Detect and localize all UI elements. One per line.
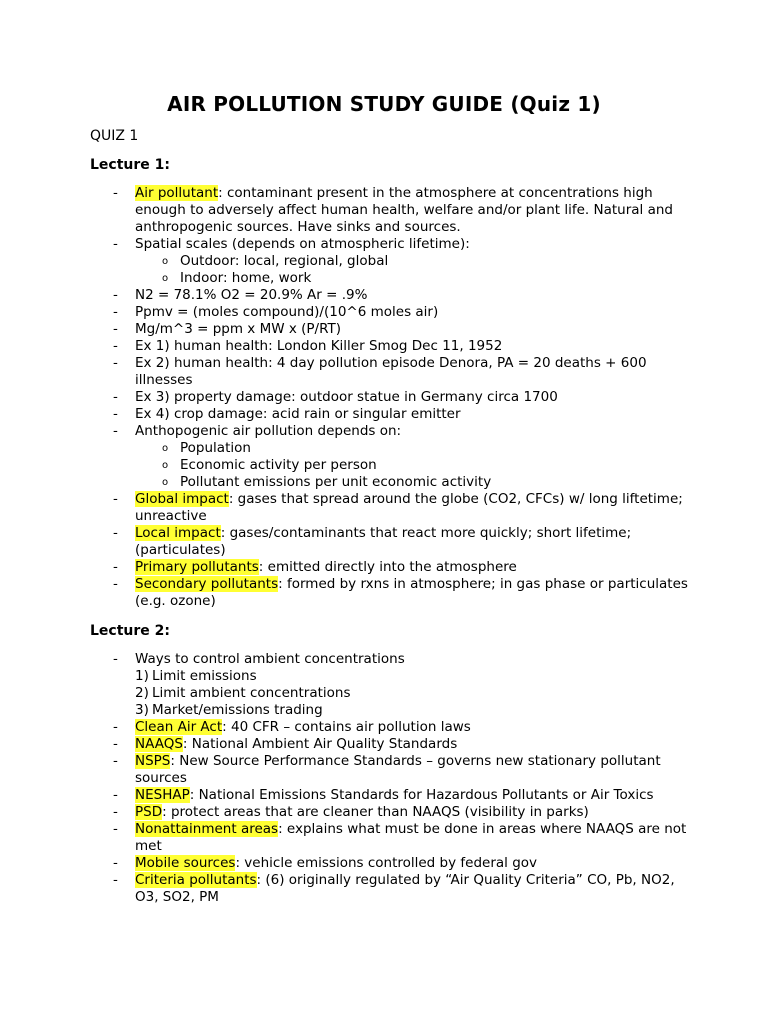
list-item: [0, 338, 768, 355]
item-text: Ex 2) human health: 4 day pollution episode Denora, PA = 20 deaths + 600 illnesses: [135, 355, 647, 388]
numbered-item: [135, 702, 688, 719]
dash-bullet: -: [113, 576, 118, 592]
highlighted-term: NESHAP: [135, 787, 190, 803]
circle-bullet-icon: o: [162, 256, 169, 267]
highlighted-term: Criteria pollutants: [135, 872, 257, 888]
list-item: [0, 355, 768, 389]
item-text: : (6) originally regulated by “Air Quality Criteria” CO, Pb, NO2, O3, SO2, PM: [135, 872, 675, 905]
list-item: [0, 287, 768, 304]
item-text: Ex 3) property damage: outdoor statue in Germany circa 1700: [135, 389, 558, 405]
item-text: Ppmv = (moles compound)/(10^6 moles air): [135, 304, 439, 320]
list-item: [0, 236, 768, 287]
dash-bullet: -: [113, 304, 118, 320]
item-text: : formed by rxns in atmosphere; in gas phase or particulates (e.g. ozone): [135, 576, 688, 609]
highlighted-term: PSD: [135, 804, 163, 820]
list-item: [0, 406, 768, 423]
numbered-item: [135, 668, 688, 685]
dash-bullet: -: [113, 736, 118, 752]
item-text: : National Emissions Standards for Hazardous Pollutants or Air Toxics: [189, 787, 654, 803]
dash-bullet: -: [113, 753, 118, 769]
numbered-item-text: Limit ambient concentrations: [152, 685, 351, 701]
lecture-2-list: [0, 651, 768, 906]
sub-list: [135, 253, 688, 287]
highlighted-term: NSPS: [135, 753, 171, 769]
item-text: : gases/contaminants that react more quickly; short lifetime; (particulates): [135, 525, 632, 558]
sub-list-item: [135, 457, 688, 474]
dash-bullet: -: [113, 651, 118, 667]
numbered-item-text: Market/emissions trading: [152, 702, 323, 718]
list-item: [0, 321, 768, 338]
highlighted-term: Global impact: [135, 491, 229, 507]
circle-bullet-icon: o: [162, 443, 169, 454]
lecture-2-heading: Lecture 2:: [90, 623, 170, 639]
item-text: Ways to control ambient concentrations: [135, 651, 405, 667]
item-text: : New Source Performance Standards – governs new stationary pollutant sources: [135, 753, 661, 786]
item-text: : contaminant present in the atmosphere at concentrations high enough to adversely affect human health, welfare and/or plant life. Natural and anthropogenic sources. Have sinks and sources.: [135, 185, 673, 235]
numbered-item: [135, 685, 688, 702]
sub-item-text: Indoor: home, work: [180, 270, 312, 286]
numbered-item-text: Limit emissions: [152, 668, 257, 684]
list-item: [0, 787, 768, 804]
list-item: [0, 821, 768, 855]
item-text: : vehicle emissions controlled by federal gov: [235, 855, 538, 871]
list-item: [0, 719, 768, 736]
highlighted-term: Primary pollutants: [135, 559, 259, 575]
list-item: [0, 389, 768, 406]
dash-bullet: -: [113, 804, 118, 820]
item-text: Anthopogenic air pollution depends on:: [135, 423, 402, 439]
sub-list: [135, 440, 688, 491]
list-item: [0, 304, 768, 321]
list-item: [0, 423, 768, 491]
list-item: [0, 185, 768, 236]
dash-bullet: -: [113, 406, 118, 422]
item-number: 2): [135, 685, 149, 701]
list-item: [0, 736, 768, 753]
dash-bullet: -: [113, 355, 118, 371]
lecture-1-heading: Lecture 1:: [90, 157, 170, 173]
item-text: : protect areas that are cleaner than NAAQS (visibility in parks): [162, 804, 589, 820]
circle-bullet-icon: o: [162, 273, 169, 284]
sub-item-text: Pollutant emissions per unit economic activity: [180, 474, 492, 490]
item-text: : gases that spread around the globe (CO2, CFCs) w/ long liftetime; unreactive: [135, 491, 683, 524]
sub-item-text: Population: [180, 440, 251, 456]
list-item: [0, 872, 768, 906]
highlighted-term: Air pollutant: [135, 185, 219, 201]
dash-bullet: -: [113, 236, 118, 252]
dash-bullet: -: [113, 423, 118, 439]
sub-list-item: [135, 253, 688, 270]
item-number: 3): [135, 702, 149, 718]
list-item: [0, 559, 768, 576]
highlighted-term: Mobile sources: [135, 855, 236, 871]
page-title: AIR POLLUTION STUDY GUIDE (Quiz 1): [167, 92, 601, 116]
list-item: [0, 804, 768, 821]
dash-bullet: -: [113, 525, 118, 541]
circle-bullet-icon: o: [162, 460, 169, 471]
dash-bullet: -: [113, 185, 118, 201]
dash-bullet: -: [113, 491, 118, 507]
item-text: : 40 CFR – contains air pollution laws: [222, 719, 471, 735]
list-item: [0, 491, 768, 525]
item-text: Ex 4) crop damage: acid rain or singular emitter: [135, 406, 461, 422]
dash-bullet: -: [113, 321, 118, 337]
item-text: Mg/m^3 = ppm x MW x (P/RT): [135, 321, 342, 337]
dash-bullet: -: [113, 287, 118, 303]
dash-bullet: -: [113, 821, 118, 837]
item-text: : explains what must be done in areas where NAAQS are not met: [135, 821, 687, 854]
dash-bullet: -: [113, 338, 118, 354]
sub-item-text: Economic activity per person: [180, 457, 377, 473]
dash-bullet: -: [113, 559, 118, 575]
numbered-list: [135, 668, 688, 719]
lecture-1-list: [0, 185, 768, 610]
highlighted-term: Clean Air Act: [135, 719, 223, 735]
list-item: [0, 576, 768, 610]
sub-list-item: [135, 474, 688, 491]
dash-bullet: -: [113, 389, 118, 405]
highlighted-term: NAAQS: [135, 736, 183, 752]
dash-bullet: -: [113, 719, 118, 735]
list-item: [0, 753, 768, 787]
item-text: Ex 1) human health: London Killer Smog Dec 11, 1952: [135, 338, 503, 354]
sub-list-item: [135, 440, 688, 457]
list-item: [0, 525, 768, 559]
dash-bullet: -: [113, 872, 118, 888]
dash-bullet: -: [113, 855, 118, 871]
sub-item-text: Outdoor: local, regional, global: [180, 253, 389, 269]
highlighted-term: Local impact: [135, 525, 221, 541]
dash-bullet: -: [113, 787, 118, 803]
highlighted-term: Secondary pollutants: [135, 576, 279, 592]
item-text: : emitted directly into the atmosphere: [258, 559, 517, 575]
highlighted-term: Nonattainment areas: [135, 821, 279, 837]
quiz-label: QUIZ 1: [90, 128, 139, 144]
sub-list-item: [135, 270, 688, 287]
list-item: [0, 651, 768, 719]
item-text: Spatial scales (depends on atmospheric lifetime):: [135, 236, 470, 252]
item-text: N2 = 78.1% O2 = 20.9% Ar = .9%: [135, 287, 368, 303]
item-text: : National Ambient Air Quality Standards: [182, 736, 458, 752]
item-number: 1): [135, 668, 149, 684]
circle-bullet-icon: o: [162, 477, 169, 488]
list-item: [0, 855, 768, 872]
